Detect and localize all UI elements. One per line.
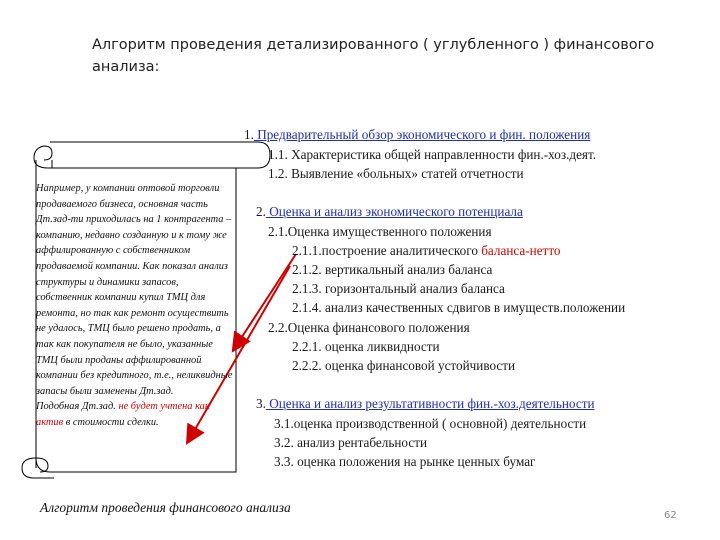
item-1-2: 1.2. Выявление «больных» статей отчетности	[268, 166, 524, 181]
section-3-title: Оценка и анализ результативности фин.-хоз.деятельности	[265, 396, 595, 411]
item-2-1-4: 2.1.4. анализ качественных сдвигов в имуществ.положении	[292, 300, 626, 315]
item-1-1: 1.1. Характеристика общей направленности фин.-хоз.деят.	[268, 147, 597, 162]
item-2-1-2: 2.1.2. вертикальный анализ баланса	[292, 262, 493, 277]
note-suffix: в стоимости сделки.	[65, 416, 159, 428]
item-2-1-1-text: 2.1.1.построение аналитического	[292, 243, 482, 258]
section-1-num: 1.	[244, 127, 254, 142]
note-prefix: Подобная Дт.зад.	[36, 401, 116, 413]
item-2-1: 2.1.Оценка имущественного положения	[268, 224, 492, 239]
section-1	[244, 125, 590, 144]
note-highlight: не будет учтена как актив	[36, 401, 210, 428]
item-2-1-3: 2.1.3. горизонтальный анализ баланса	[292, 281, 505, 296]
section-2-num: 2.	[256, 204, 266, 219]
page-number: 62	[664, 510, 677, 521]
item-3-1: 3.1.оценка производственной ( основной) деятельности	[274, 416, 587, 431]
section-3	[256, 394, 595, 413]
item-3-2: 3.2. анализ рентабельности	[274, 435, 428, 450]
slide-title: Алгоритм проведения детализированного ( углубленного ) финансового анализа:	[92, 37, 655, 75]
footer-caption: Алгоритм проведения финансового анализа	[40, 500, 291, 515]
item-2-2-2: 2.2.2. оценка финансовой устойчивости	[292, 358, 516, 373]
note-main-text: Например, у компании оптовой торговли продаваемого бизнеса, основная часть Дт.зад-ти приходилась на 1 контрагента – компанию, недавно созданную и к тому же аффилированную с собственником продаваемой компании. Как показал анализ структуры и динамики запасов, собственник компании купил ТМЦ для ремонта, но так как ремонт осуществить не удалось, ТМЦ было решено продать, а так как покупателя не было, указанные ТМЦ были проданы аффилированной компании без кредитного, т.е., неликвидные запасы были заменены Дт.зад.	[36, 183, 233, 397]
item-2-1-1	[292, 241, 561, 260]
item-2-2-1: 2.2.1. оценка ликвидности	[292, 339, 440, 354]
item-2-1-1-highlight: баланса-нетто	[481, 243, 561, 258]
section-2	[256, 202, 523, 221]
item-3-3: 3.3. оценка положения на рынке ценных бумаг	[274, 454, 536, 469]
item-2-2: 2.2.Оценка финансового положения	[268, 320, 470, 335]
section-3-num: 3.	[256, 396, 266, 411]
section-2-title: Оценка и анализ экономического потенциала	[265, 204, 523, 219]
section-1-title: Предварительный обзор экономического и фин. положения	[253, 127, 591, 142]
